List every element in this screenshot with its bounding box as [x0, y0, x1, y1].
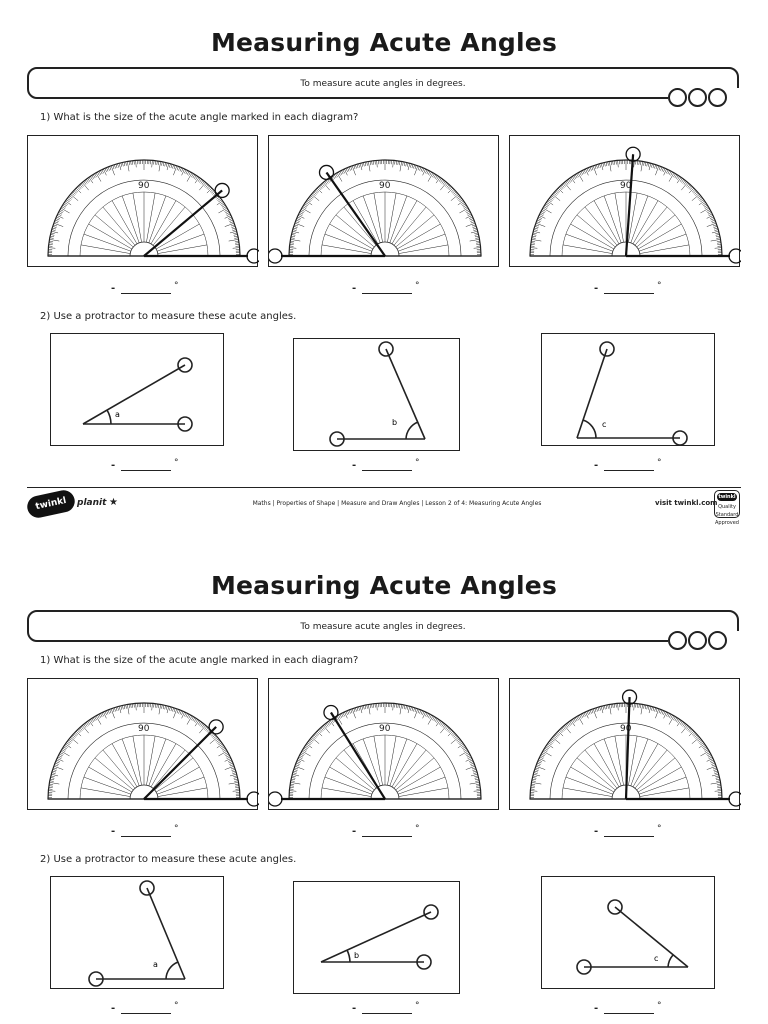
degree-symbol: ° [415, 281, 420, 291]
answer-line[interactable] [121, 293, 171, 294]
answer-dash: - [594, 826, 599, 837]
protractor-diagram-3 [509, 135, 740, 267]
protractor-90-mark: 90 [138, 181, 150, 191]
answer-line[interactable] [604, 470, 654, 471]
circle-icon [708, 631, 727, 650]
answer-dash: - [111, 1003, 116, 1014]
answer-dash: - [352, 460, 357, 471]
answer-line[interactable] [604, 1013, 654, 1014]
answer-line[interactable] [121, 470, 171, 471]
answer-dash: - [111, 826, 116, 837]
page-title: Measuring Acute Angles [210, 28, 558, 57]
degree-symbol: ° [415, 458, 420, 468]
star-icon: ★ [109, 497, 118, 508]
angle-drawing [51, 334, 225, 447]
answer-blank[interactable] [594, 283, 674, 299]
answer-line[interactable] [362, 470, 412, 471]
protractor-90-mark: 90 [620, 181, 632, 191]
protractor-90-mark: 90 [379, 724, 391, 734]
lesson-breadcrumb: Maths | Properties of Shape | Measure and Draw Angles | Lesson 2 of 4: Measuring Acute Angles [252, 500, 542, 507]
protractor-90-mark: 90 [620, 724, 632, 734]
angle-label: a [153, 960, 158, 969]
worksheet-2 [0, 543, 768, 1024]
answer-line[interactable] [362, 836, 412, 837]
degree-symbol: ° [415, 824, 420, 834]
answer-line[interactable] [362, 293, 412, 294]
difficulty-circles [668, 631, 742, 651]
protractor-diagram-2 [268, 678, 499, 810]
arm-end-circle [247, 792, 259, 806]
question-2: 2) Use a protractor to measure these acute angles. [40, 311, 297, 322]
circle-icon [668, 631, 687, 650]
angle-diagram-a [50, 333, 224, 446]
angle-diagram-b [293, 881, 460, 994]
arm-end-circle [269, 792, 282, 806]
protractor-drawing [28, 136, 259, 268]
protractor-diagram-2 [268, 135, 499, 267]
angle-drawing [294, 882, 461, 995]
answer-blank[interactable] [111, 826, 191, 842]
degree-symbol: ° [415, 1001, 420, 1011]
angle-diagram-c [541, 876, 715, 989]
protractor-90-mark: 90 [138, 724, 150, 734]
answer-blank[interactable] [352, 1003, 432, 1019]
answer-dash: - [594, 1003, 599, 1014]
answer-dash: - [594, 283, 599, 294]
protractor-90-mark: 90 [379, 181, 391, 191]
answer-dash: - [352, 826, 357, 837]
degree-symbol: ° [174, 458, 179, 468]
angle-drawing [294, 339, 461, 452]
answer-blank[interactable] [111, 283, 191, 299]
angle-diagram-c [541, 333, 715, 446]
degree-symbol: ° [174, 824, 179, 834]
twinkl-logo[interactable]: twinkl [25, 488, 77, 519]
arm-end-circle [269, 249, 282, 263]
planit-logo: planit [77, 498, 107, 508]
arm-end-circle [729, 792, 741, 806]
angle-diagram-b [293, 338, 460, 451]
degree-symbol: ° [657, 1001, 662, 1011]
arm-end-circle [729, 249, 741, 263]
protractor-drawing [28, 679, 259, 811]
answer-line[interactable] [604, 836, 654, 837]
angle-label: c [602, 420, 607, 429]
learning-objective-box [27, 67, 739, 99]
question-2: 2) Use a protractor to measure these acute angles. [40, 854, 297, 865]
arm-end-circle [247, 249, 259, 263]
degree-symbol: ° [657, 458, 662, 468]
question-1: 1) What is the size of the acute angle marked in each diagram? [40, 655, 359, 666]
answer-blank[interactable] [352, 826, 432, 842]
angle-drawing [51, 877, 225, 990]
degree-symbol: ° [657, 281, 662, 291]
arm-end-circle [324, 705, 338, 719]
answer-blank[interactable] [352, 460, 432, 476]
protractor-diagram-1 [27, 678, 258, 810]
answer-line[interactable] [362, 1013, 412, 1014]
page-footer [27, 487, 741, 526]
degree-symbol: ° [657, 824, 662, 834]
answer-blank[interactable] [594, 1003, 674, 1019]
protractor-diagram-1 [27, 135, 258, 267]
difficulty-circles [668, 88, 742, 108]
learning-objective-box [27, 610, 739, 642]
arm-end-circle [319, 165, 333, 179]
learning-objective: To measure acute angles in degrees. [300, 79, 466, 89]
protractor-drawing [269, 136, 500, 268]
answer-line[interactable] [121, 836, 171, 837]
protractor-diagram-3 [509, 678, 740, 810]
learning-objective: To measure acute angles in degrees. [300, 622, 466, 632]
answer-blank[interactable] [111, 460, 191, 476]
angle-label: b [392, 418, 398, 427]
protractor-drawing [269, 679, 500, 811]
answer-blank[interactable] [594, 826, 674, 842]
answer-line[interactable] [604, 293, 654, 294]
visit-link[interactable]: visit twinkl.com [655, 499, 718, 507]
angle-label: c [654, 954, 659, 963]
answer-dash: - [111, 283, 116, 294]
angle-label: a [115, 410, 120, 419]
quality-badge-icon: twinkl Quality Standard Approved [714, 490, 740, 518]
angle-drawing [542, 334, 716, 447]
circle-icon [668, 88, 687, 107]
answer-line[interactable] [121, 1013, 171, 1014]
answer-dash: - [352, 283, 357, 294]
answer-dash: - [352, 1003, 357, 1014]
answer-blank[interactable] [111, 1003, 191, 1019]
angle-drawing [542, 877, 716, 990]
answer-dash: - [111, 460, 116, 471]
protractor-drawing [510, 679, 741, 811]
degree-symbol: ° [174, 281, 179, 291]
question-1: 1) What is the size of the acute angle marked in each diagram? [40, 112, 359, 123]
circle-icon [688, 631, 707, 650]
angle-label: b [354, 951, 360, 960]
circle-icon [688, 88, 707, 107]
degree-symbol: ° [174, 1001, 179, 1011]
answer-blank[interactable] [352, 283, 432, 299]
answer-blank[interactable] [594, 460, 674, 476]
protractor-drawing [510, 136, 741, 268]
answer-dash: - [594, 460, 599, 471]
circle-icon [708, 88, 727, 107]
angle-diagram-a [50, 876, 224, 989]
page-title: Measuring Acute Angles [210, 571, 558, 600]
